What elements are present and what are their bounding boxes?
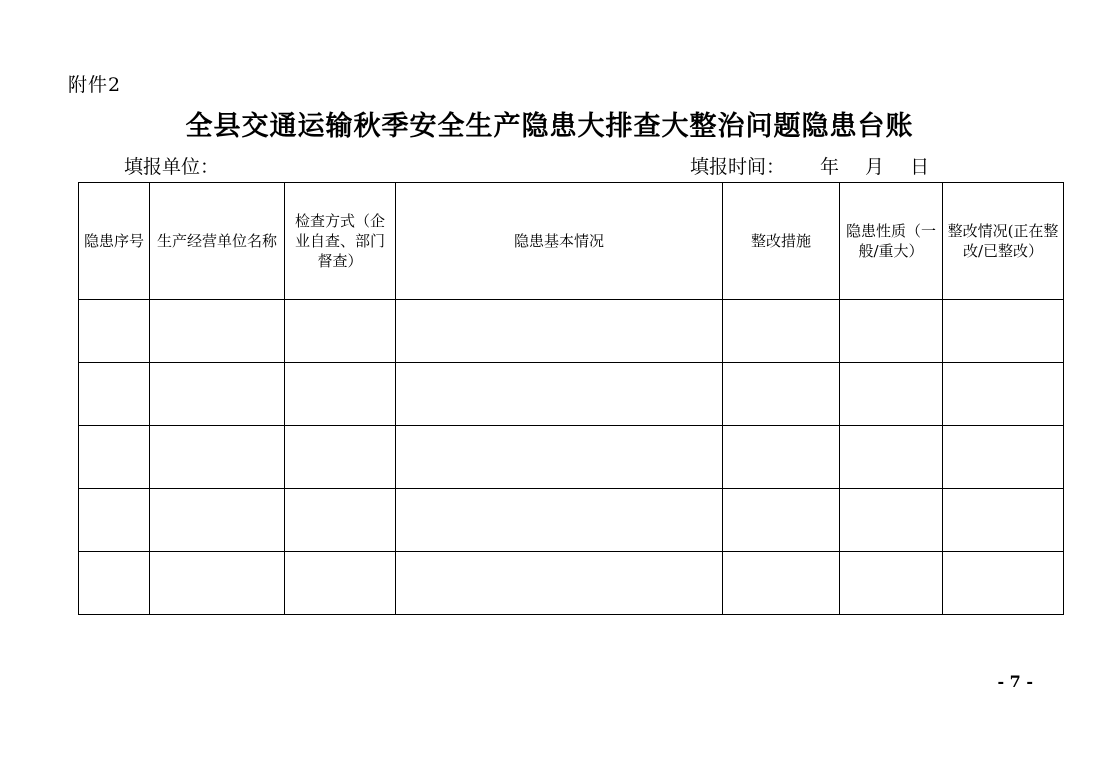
- table-row: [79, 426, 1064, 489]
- cell-rectification-measures[interactable]: [723, 489, 840, 552]
- header-enterprise-name: 生产经营单位名称: [150, 183, 285, 300]
- cell-hazard-nature[interactable]: [840, 363, 943, 426]
- page-number: - 7 -: [997, 672, 1033, 691]
- cell-hazard-description[interactable]: [396, 363, 723, 426]
- header-rectification-status: 整改情况(正在整改/已整改）: [943, 183, 1064, 300]
- page-title: 全县交通运输秋季安全生产隐患大排查大整治问题隐患台账: [185, 111, 914, 142]
- cell-inspection-method[interactable]: [285, 552, 396, 615]
- cell-rectification-measures[interactable]: [723, 552, 840, 615]
- cell-hazard-description[interactable]: [396, 300, 723, 363]
- cell-hazard-sequence[interactable]: [79, 363, 150, 426]
- table-row: [79, 300, 1064, 363]
- cell-rectification-measures[interactable]: [723, 426, 840, 489]
- reporting-time-label: 填报时间：: [690, 156, 786, 178]
- cell-hazard-nature[interactable]: [840, 489, 943, 552]
- table-header: [79, 183, 1064, 300]
- cell-rectification-measures[interactable]: [723, 300, 840, 363]
- cell-enterprise-name[interactable]: [150, 552, 285, 615]
- reporting-unit-label: 填报单位：: [124, 156, 220, 178]
- cell-rectification-status[interactable]: [943, 426, 1064, 489]
- header-rectification-measures: 整改措施: [723, 183, 840, 300]
- cell-inspection-method[interactable]: [285, 300, 396, 363]
- table-header-row: [79, 183, 1064, 300]
- cell-inspection-method[interactable]: [285, 489, 396, 552]
- cell-hazard-nature[interactable]: [840, 552, 943, 615]
- cell-hazard-sequence[interactable]: [79, 300, 150, 363]
- cell-rectification-status[interactable]: [943, 300, 1064, 363]
- cell-hazard-nature[interactable]: [840, 300, 943, 363]
- cell-rectification-status[interactable]: [943, 363, 1064, 426]
- cell-enterprise-name[interactable]: [150, 426, 285, 489]
- table-body: [79, 300, 1064, 615]
- cell-inspection-method[interactable]: [285, 426, 396, 489]
- attachment-label: 附件2: [68, 74, 122, 96]
- cell-hazard-description[interactable]: [396, 426, 723, 489]
- table-row: [79, 363, 1064, 426]
- cell-enterprise-name[interactable]: [150, 300, 285, 363]
- header-hazard-description: 隐患基本情况: [396, 183, 723, 300]
- header-inspection-method: 检查方式（企业自查、部门督查）: [285, 183, 396, 300]
- form-meta-row: [0, 152, 1099, 178]
- cell-inspection-method[interactable]: [285, 363, 396, 426]
- cell-rectification-status[interactable]: [943, 552, 1064, 615]
- cell-hazard-description[interactable]: [396, 552, 723, 615]
- header-hazard-sequence: 隐患序号: [79, 183, 150, 300]
- table-row: [79, 552, 1064, 615]
- cell-enterprise-name[interactable]: [150, 363, 285, 426]
- cell-hazard-description[interactable]: [396, 489, 723, 552]
- reporting-date-blanks: 年 月 日: [820, 156, 940, 178]
- cell-hazard-sequence[interactable]: [79, 489, 150, 552]
- cell-hazard-sequence[interactable]: [79, 426, 150, 489]
- cell-hazard-sequence[interactable]: [79, 552, 150, 615]
- header-hazard-nature: 隐患性质（一般/重大）: [840, 183, 943, 300]
- cell-hazard-nature[interactable]: [840, 426, 943, 489]
- hazard-ledger-table: [78, 182, 1064, 615]
- table-row: [79, 489, 1064, 552]
- cell-rectification-measures[interactable]: [723, 363, 840, 426]
- cell-rectification-status[interactable]: [943, 489, 1064, 552]
- cell-enterprise-name[interactable]: [150, 489, 285, 552]
